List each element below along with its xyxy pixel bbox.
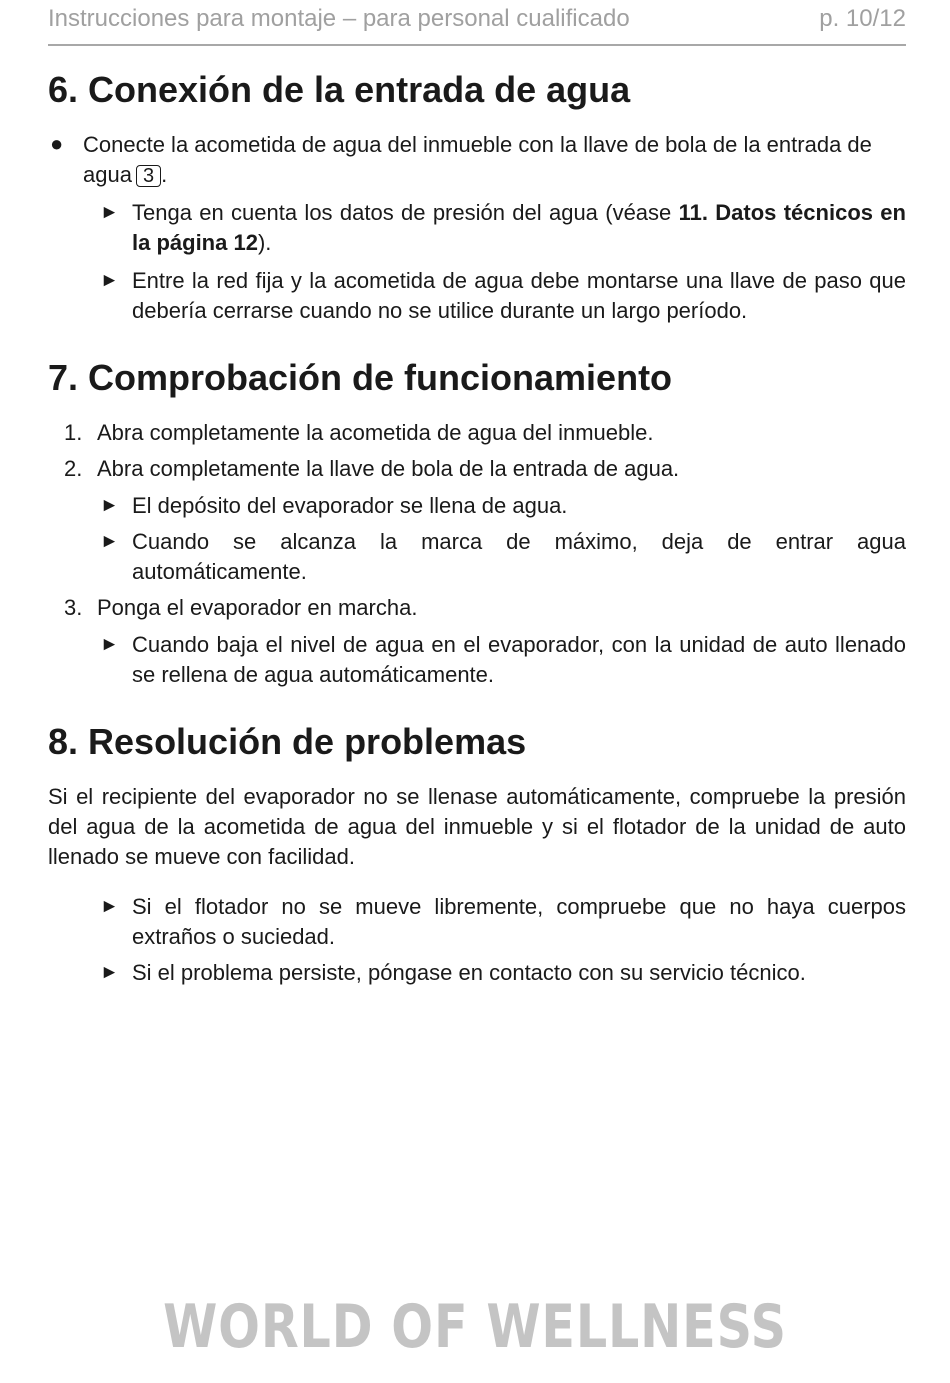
result-item [100, 527, 906, 587]
result-item-text: Si el flotador no se mueve libremente, compruebe que no haya cuerpos extraños o suciedad. [132, 894, 906, 949]
section-8-heading: 8. Resolución de problemas [48, 721, 527, 762]
result-item [100, 892, 906, 952]
step-number: 2. [64, 456, 83, 481]
header-title: Instrucciones para montaje – para personal cualificado [48, 5, 630, 32]
step-number: 1. [64, 420, 83, 445]
brand-logo: WORLD OF WELLNESS [163, 1292, 787, 1362]
troubleshooting-paragraph: Si el recipiente del evaporador no se llenase automáticamente, compruebe la presión del agua de la acometida de agua del inmueble y si el flotador de la unidad de auto llenado se mueve con facilidad. [48, 784, 906, 869]
result-item-text: Cuando se alcanza la marca de máximo, deja de entrar agua automáticamente. [132, 529, 906, 584]
key-label: 3 [136, 165, 161, 187]
arrow-icon: ► [100, 202, 119, 223]
result-item [100, 198, 906, 258]
bullet-marker: ● [50, 131, 64, 156]
result-item [100, 630, 906, 690]
section-6 [48, 62, 906, 326]
section-7 [48, 350, 906, 690]
arrow-icon: ► [100, 270, 119, 291]
step-text: Ponga el evaporador en marcha. [97, 595, 418, 620]
arrow-icon: ► [100, 531, 119, 552]
result-item [100, 491, 906, 521]
result-item [100, 958, 906, 988]
step-item [48, 418, 906, 448]
step-text: Abra completamente la llave de bola de la entrada de agua. [97, 456, 680, 481]
arrow-icon: ► [100, 896, 119, 917]
arrow-icon: ► [100, 962, 119, 983]
result-item-text: El depósito del evaporador se llena de agua. [132, 493, 568, 518]
section-7-heading: 7. Comprobación de funcionamiento [48, 357, 673, 398]
result-item-text: Si el problema persiste, póngase en contacto con su servicio técnico. [132, 960, 806, 985]
step-item [48, 593, 906, 623]
result-item-text: Cuando baja el nivel de agua en el evaporador, con la unidad de auto llenado se rellena de agua automáticamente. [132, 632, 906, 687]
arrow-icon: ► [100, 634, 119, 655]
step-text: Abra completamente la acometida de agua del inmueble. [97, 420, 654, 445]
page-number: p. 10/12 [819, 5, 906, 32]
list-item-text: Conecte la acometida de agua del inmueble con la llave de bola de la entrada de agua 3 . [83, 132, 872, 187]
page-header [48, 0, 906, 46]
page-content [48, 62, 906, 988]
result-item-text: Entre la red fija y la acometida de agua debe montarse una llave de paso que debería cerrarse cuando no se utilice durante un largo período. [132, 268, 906, 323]
cross-reference: 11. Datos técnicos en la página 12 [132, 200, 906, 255]
arrow-icon: ► [100, 495, 119, 516]
section-8 [48, 714, 906, 988]
section-6-heading: 6. Conexión de la entrada de agua [48, 69, 631, 110]
list-item [48, 130, 906, 190]
result-item [100, 266, 906, 326]
step-item [48, 454, 906, 484]
step-number: 3. [64, 595, 83, 620]
result-item-text: Tenga en cuenta los datos de presión del agua (véase 11. Datos técnicos en la página 12). [132, 200, 906, 255]
